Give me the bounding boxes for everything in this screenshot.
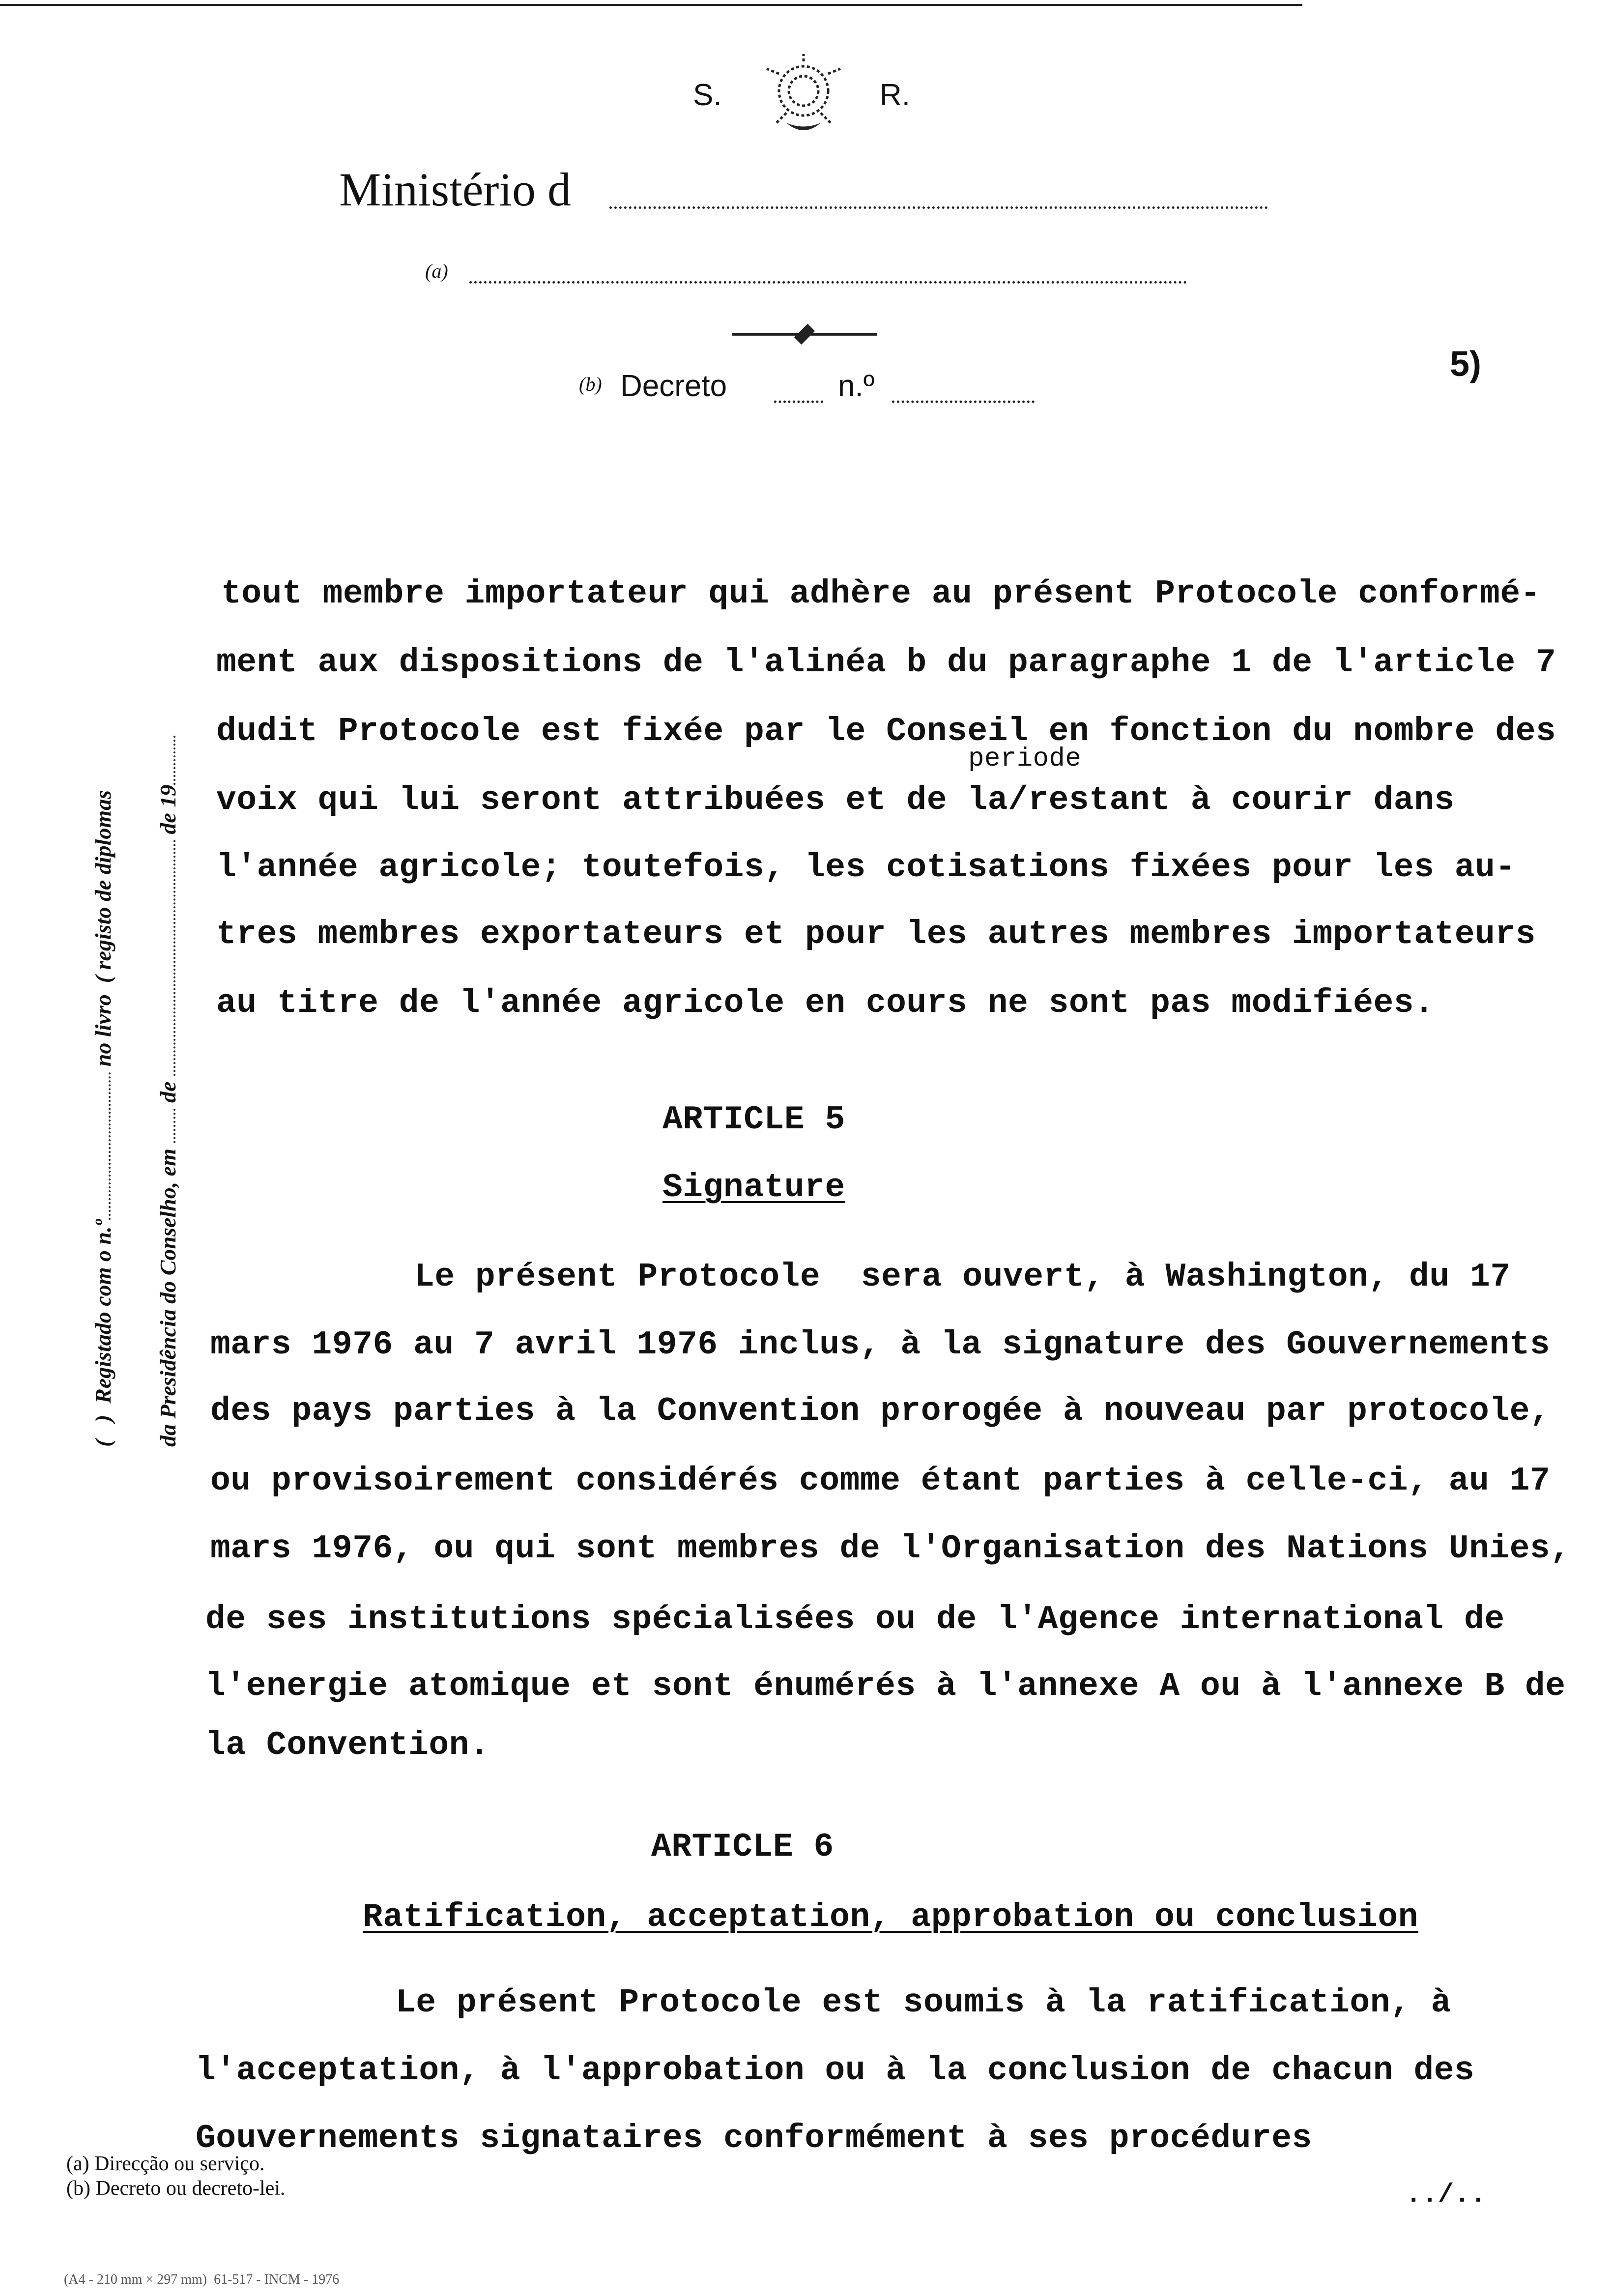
margin-registo: registo de diplomas: [90, 790, 115, 970]
direction-field[interactable]: [469, 281, 1187, 284]
footnote-b: (b) Decreto ou decreto-lei.: [66, 2177, 286, 2200]
body-line: tres membres exportateurs et pour les autres membres importateurs: [216, 916, 1536, 953]
page-number: 5): [1450, 344, 1482, 384]
body-line: ment aux dispositions de l'alinéa b du paragraphe 1 de l'article 7: [216, 644, 1556, 682]
margin-registado: ( ) Registado com o n.º: [90, 1219, 115, 1447]
margin-presidencia: da Presidência do Conselho, em: [155, 1148, 180, 1447]
body-line: ou provisoirement considérés comme étant parties à celle-ci, au 17: [210, 1462, 1551, 1500]
margin-register-line: ( ) Registado com o n.º no livro ( registo de diplomas: [90, 790, 115, 1447]
footnote-a: (a) Direcção ou serviço.: [66, 2152, 265, 2175]
margin-livro: no livro: [90, 994, 115, 1067]
numero-label: n.º: [838, 369, 875, 403]
handwritten-insertion: periode: [968, 744, 1082, 774]
decreto-type-field[interactable]: [774, 401, 823, 403]
body-line: mars 1976 au 7 avril 1976 inclus, à la signature des Gouvernements: [210, 1326, 1551, 1364]
top-edge-line: [0, 4, 1302, 6]
article5-title: Signature: [662, 1169, 845, 1206]
margin-number-field[interactable]: [109, 1072, 111, 1220]
margin-year-field[interactable]: [173, 736, 175, 785]
body-line: voix qui lui seront attribuées et de la/restant à courir dans: [216, 781, 1455, 819]
body-line: la Convention.: [205, 1726, 490, 1764]
body-line: au titre de l'année agricole en cours ne sont pas modifiées.: [216, 984, 1435, 1022]
body-line: l'année agricole; toutefois, les cotisations fixées pour les au-: [216, 849, 1516, 887]
article6-title: Ratification, acceptation, approbation ou conclusion: [363, 1898, 1418, 1936]
body-line: mars 1976, ou qui sont membres de l'Organisation des Nations Unies,: [210, 1530, 1571, 1568]
body-line: tout membre importateur qui adhère au présent Protocole conformé-: [221, 575, 1541, 613]
body-line: Gouvernements signataires conformément à ses procédures: [196, 2120, 1312, 2157]
body-line: Le présent Protocole sera ouvert, à Washington, du 17: [414, 1258, 1511, 1296]
margin-year: de 19: [155, 784, 180, 834]
margin-date-line: [129, 736, 207, 1469]
a-marker: (a): [425, 260, 448, 282]
body-line: Le présent Protocole est soumis à la ratification, à: [396, 1984, 1451, 2022]
margin-day-field[interactable]: [173, 1109, 175, 1143]
divider-diamond-icon: [794, 324, 815, 344]
decreto-number-field[interactable]: [892, 401, 1035, 403]
body-line: l'energie atomique et sont énumérés à l'annexe A ou à l'annexe B de: [205, 1667, 1566, 1705]
body-line: des pays parties à la Convention prorogée à nouveau par protocole,: [210, 1392, 1551, 1430]
header-r: R.: [880, 78, 910, 112]
header-s: S.: [693, 78, 722, 112]
body-line: l'acceptation, à l'approbation ou à la conclusion de chacun des: [196, 2052, 1475, 2090]
article6-heading: ARTICLE 6: [651, 1828, 834, 1866]
print-info: (A4 - 210 mm × 297 mm) 61-517 - INCM - 1976: [64, 2272, 340, 2287]
decreto-label: Decreto: [620, 369, 727, 403]
margin-month-field[interactable]: [173, 840, 175, 1076]
continued-marker: ../..: [1406, 2180, 1487, 2210]
ministry-field[interactable]: [609, 206, 1268, 209]
margin-de: de: [155, 1081, 180, 1103]
ministry-label: Ministério d: [339, 163, 571, 216]
b-marker: (b): [579, 373, 602, 395]
article5-heading: ARTICLE 5: [662, 1101, 845, 1139]
body-line: dudit Protocole est fixée par le Conseil en fonction du nombre des: [216, 713, 1556, 750]
body-line: de ses institutions spécialisées ou de l'Agence international de: [205, 1601, 1505, 1638]
coat-of-arms-icon: [757, 54, 850, 138]
